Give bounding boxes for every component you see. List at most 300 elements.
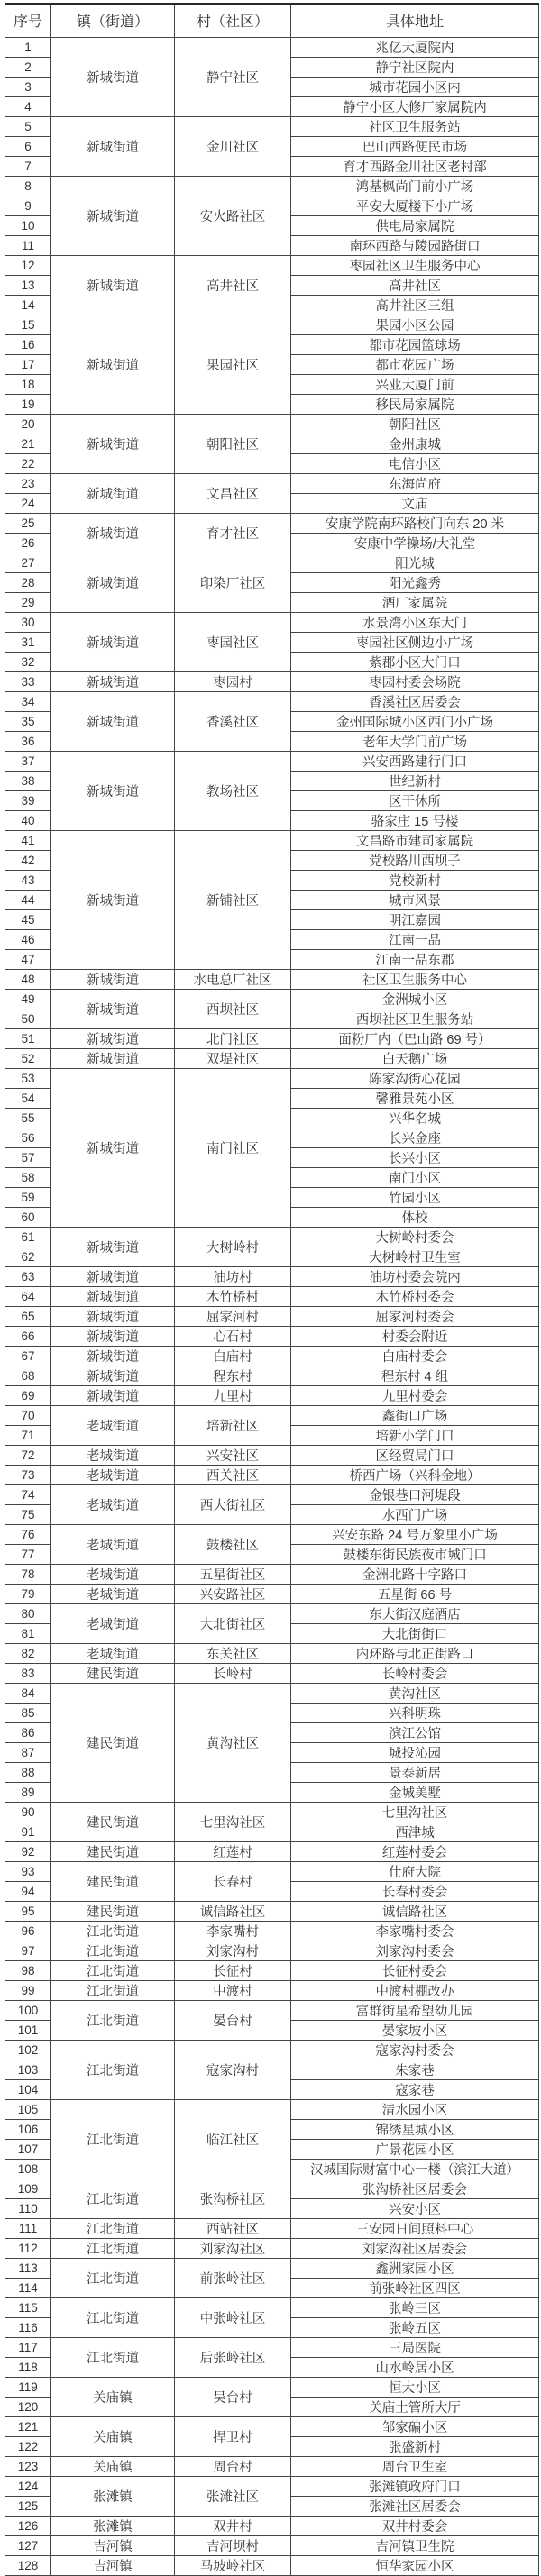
address-cell: 木竹桥村委会 xyxy=(291,1286,539,1306)
village-cell: 马坡岭社区 xyxy=(175,2555,291,2575)
address-cell: 南环西路与陵园路街口 xyxy=(291,235,539,255)
serial-cell: 58 xyxy=(5,1167,51,1187)
serial-cell: 18 xyxy=(5,374,51,394)
serial-cell: 47 xyxy=(5,949,51,969)
address-cell: 张盛新村 xyxy=(291,2436,539,2456)
village-cell: 程东村 xyxy=(175,1366,291,1385)
village-cell: 李家嘴村 xyxy=(175,1921,291,1941)
village-cell: 前张岭社区 xyxy=(175,2258,291,2297)
village-cell: 高井社区 xyxy=(175,255,291,315)
table-row xyxy=(5,1564,539,1584)
address-cell: 景泰新居 xyxy=(291,1762,539,1782)
village-cell: 晏台村 xyxy=(175,2000,291,2040)
town-cell: 建民街道 xyxy=(51,1901,175,1921)
address-cell: 东大街汉庭酒店 xyxy=(291,1603,539,1623)
town-cell: 新城街道 xyxy=(51,414,175,473)
serial-cell: 31 xyxy=(5,632,51,652)
address-cell: 阳光鑫秀 xyxy=(291,572,539,592)
serial-cell: 35 xyxy=(5,711,51,731)
address-cell: 香溪社区居委会 xyxy=(291,691,539,711)
town-cell: 新城街道 xyxy=(51,255,175,315)
address-cell: 恒华家园小区 xyxy=(291,2555,539,2575)
serial-cell: 120 xyxy=(5,2397,51,2416)
serial-cell: 106 xyxy=(5,2119,51,2139)
address-cell: 大树岭村委会 xyxy=(291,1227,539,1247)
table-row xyxy=(5,1643,539,1663)
table-row xyxy=(5,1306,539,1326)
serial-cell: 43 xyxy=(5,870,51,890)
serial-cell: 121 xyxy=(5,2416,51,2436)
town-cell: 新城街道 xyxy=(51,1286,175,1306)
address-cell: 竹园小区 xyxy=(291,1187,539,1207)
address-cell: 水景湾小区东大门 xyxy=(291,612,539,632)
address-cell: 明江嘉园 xyxy=(291,909,539,929)
town-cell: 新城街道 xyxy=(51,176,175,255)
table-row xyxy=(5,1286,539,1306)
address-cell: 刘家沟村委会 xyxy=(291,1941,539,1960)
serial-cell: 69 xyxy=(5,1385,51,1405)
town-cell: 新城街道 xyxy=(51,1366,175,1385)
village-cell: 周台村 xyxy=(175,2456,291,2476)
address-cell: 邹家碥小区 xyxy=(291,2416,539,2436)
address-cell: 城市花园小区内 xyxy=(291,77,539,96)
address-cell: 长征村委会 xyxy=(291,1960,539,1980)
serial-cell: 73 xyxy=(5,1465,51,1484)
address-cell: 白庙村委会 xyxy=(291,1346,539,1366)
table-row xyxy=(5,2416,539,2436)
serial-cell: 119 xyxy=(5,2377,51,2397)
address-cell: 九里村委会 xyxy=(291,1385,539,1405)
serial-cell: 122 xyxy=(5,2436,51,2456)
table-row xyxy=(5,830,539,850)
table-row xyxy=(5,2337,539,2357)
village-cell: 中张岭社区 xyxy=(175,2297,291,2337)
serial-cell: 117 xyxy=(5,2337,51,2357)
address-cell: 社区卫生服务中心 xyxy=(291,969,539,989)
serial-cell: 126 xyxy=(5,2516,51,2535)
table-row xyxy=(5,1227,539,1247)
serial-cell: 97 xyxy=(5,1941,51,1960)
serial-cell: 9 xyxy=(5,196,51,215)
table-row xyxy=(5,1385,539,1405)
col-header-address: 具体地址 xyxy=(291,4,539,37)
serial-cell: 32 xyxy=(5,652,51,671)
col-header-serial: 序号 xyxy=(5,4,51,37)
table-row xyxy=(5,1841,539,1861)
village-cell: 北门社区 xyxy=(175,1028,291,1048)
address-cell: 鼓楼东街民族夜市城门口 xyxy=(291,1544,539,1564)
address-cell: 张滩镇政府门口 xyxy=(291,2476,539,2496)
serial-cell: 27 xyxy=(5,553,51,572)
village-cell: 西坝社区 xyxy=(175,989,291,1028)
table-row xyxy=(5,1484,539,1504)
address-cell: 周台卫生室 xyxy=(291,2456,539,2476)
serial-cell: 112 xyxy=(5,2238,51,2258)
serial-cell: 25 xyxy=(5,513,51,533)
address-cell: 大北街街口 xyxy=(291,1623,539,1643)
address-cell: 文昌路市建司家属院 xyxy=(291,830,539,850)
address-cell: 兴华名城 xyxy=(291,1108,539,1128)
address-cell: 西坝社区卫生服务站 xyxy=(291,1009,539,1028)
address-cell: 面粉厂内（巴山路 69 号） xyxy=(291,1028,539,1048)
address-cell: 兴安西路建行门口 xyxy=(291,751,539,771)
address-cell: 安康中学操场/大礼堂 xyxy=(291,533,539,553)
serial-cell: 59 xyxy=(5,1187,51,1207)
village-cell: 文昌社区 xyxy=(175,473,291,513)
village-cell: 双井村 xyxy=(175,2516,291,2535)
village-cell: 金川社区 xyxy=(175,116,291,176)
serial-cell: 75 xyxy=(5,1504,51,1524)
village-cell: 长征村 xyxy=(175,1960,291,1980)
table-row xyxy=(5,2179,539,2198)
table-row xyxy=(5,989,539,1009)
address-cell: 村委会附近 xyxy=(291,1326,539,1346)
address-cell: 汉城国际财富中心一楼（滨江大道） xyxy=(291,2159,539,2179)
serial-cell: 22 xyxy=(5,453,51,473)
serial-cell: 17 xyxy=(5,354,51,374)
serial-cell: 95 xyxy=(5,1901,51,1921)
address-cell: 长兴小区 xyxy=(291,1147,539,1167)
serial-cell: 111 xyxy=(5,2218,51,2238)
address-cell: 供电局家属院 xyxy=(291,215,539,235)
serial-cell: 128 xyxy=(5,2555,51,2575)
serial-cell: 93 xyxy=(5,1861,51,1881)
serial-cell: 87 xyxy=(5,1742,51,1762)
village-cell: 中渡村 xyxy=(175,1980,291,2000)
table-row xyxy=(5,2238,539,2258)
table-row xyxy=(5,1861,539,1881)
village-cell: 水电总厂社区 xyxy=(175,969,291,989)
serial-cell: 62 xyxy=(5,1247,51,1266)
address-cell: 兆亿大厦院内 xyxy=(291,37,539,57)
serial-cell: 12 xyxy=(5,255,51,275)
table-header xyxy=(5,4,539,37)
serial-cell: 89 xyxy=(5,1782,51,1802)
serial-cell: 34 xyxy=(5,691,51,711)
village-cell: 大树岭村 xyxy=(175,1227,291,1266)
table-row xyxy=(5,2297,539,2317)
serial-cell: 57 xyxy=(5,1147,51,1167)
address-cell: 培新小学门口 xyxy=(291,1425,539,1445)
address-cell: 张滩社区居委会 xyxy=(291,2496,539,2516)
village-cell: 临江社区 xyxy=(175,2099,291,2179)
address-cell: 寇家沟村委会 xyxy=(291,2040,539,2060)
town-cell: 新城街道 xyxy=(51,1068,175,1227)
address-cell: 文庙 xyxy=(291,493,539,513)
town-cell: 江北街道 xyxy=(51,2238,175,2258)
village-cell: 培新社区 xyxy=(175,1405,291,1445)
address-cell: 刘家沟社区居委会 xyxy=(291,2238,539,2258)
address-cell: 朱家巷 xyxy=(291,2060,539,2079)
serial-cell: 14 xyxy=(5,295,51,315)
serial-cell: 114 xyxy=(5,2278,51,2297)
town-cell: 新城街道 xyxy=(51,513,175,553)
address-cell: 仕府大院 xyxy=(291,1861,539,1881)
table-row xyxy=(5,553,539,572)
serial-cell: 100 xyxy=(5,2000,51,2020)
address-cell: 鸿基枫尚门前小广场 xyxy=(291,176,539,196)
address-cell: 屈家河村委会 xyxy=(291,1306,539,1326)
address-cell: 南门小区 xyxy=(291,1167,539,1187)
serial-cell: 125 xyxy=(5,2496,51,2516)
village-cell: 七里沟社区 xyxy=(175,1802,291,1841)
address-cell: 鑫街口广场 xyxy=(291,1405,539,1425)
table-row xyxy=(5,2476,539,2496)
address-cell: 恒大小区 xyxy=(291,2377,539,2397)
address-cell: 都市花园篮球场 xyxy=(291,334,539,354)
serial-cell: 81 xyxy=(5,1623,51,1643)
table-row xyxy=(5,1683,539,1703)
serial-cell: 82 xyxy=(5,1643,51,1663)
address-cell: 酒厂家属院 xyxy=(291,592,539,612)
serial-cell: 29 xyxy=(5,592,51,612)
serial-cell: 2 xyxy=(5,57,51,77)
town-cell: 江北街道 xyxy=(51,1960,175,1980)
town-cell: 新城街道 xyxy=(51,116,175,176)
serial-cell: 41 xyxy=(5,830,51,850)
table-row xyxy=(5,2099,539,2119)
village-cell: 白庙村 xyxy=(175,1346,291,1366)
serial-cell: 116 xyxy=(5,2317,51,2337)
address-cell: 金洲北路十字路口 xyxy=(291,1564,539,1584)
town-cell: 老城街道 xyxy=(51,1584,175,1603)
table-row xyxy=(5,1901,539,1921)
village-cell: 鼓楼社区 xyxy=(175,1524,291,1564)
serial-cell: 46 xyxy=(5,929,51,949)
village-cell: 红莲村 xyxy=(175,1841,291,1861)
table-row xyxy=(5,2040,539,2060)
serial-cell: 94 xyxy=(5,1881,51,1901)
address-cell: 紫郡小区大门口 xyxy=(291,652,539,671)
address-cell: 张沟桥社区居委会 xyxy=(291,2179,539,2198)
town-cell: 新城街道 xyxy=(51,612,175,671)
address-cell: 内环路与北正街路口 xyxy=(291,1643,539,1663)
table-row xyxy=(5,1802,539,1822)
address-cell: 城投沁园 xyxy=(291,1742,539,1762)
village-cell: 新铺社区 xyxy=(175,830,291,969)
table-row xyxy=(5,751,539,771)
address-cell: 阳光城 xyxy=(291,553,539,572)
town-cell: 张滩镇 xyxy=(51,2516,175,2535)
address-cell: 双井村委会 xyxy=(291,2516,539,2535)
address-cell: 三安园日间照料中心 xyxy=(291,2218,539,2238)
table-row xyxy=(5,2535,539,2555)
table-row xyxy=(5,1663,539,1683)
town-cell: 江北街道 xyxy=(51,2337,175,2377)
village-cell: 长岭村 xyxy=(175,1663,291,1683)
village-cell: 果园社区 xyxy=(175,315,291,414)
address-cell: 山水岭居小区 xyxy=(291,2357,539,2377)
serial-cell: 104 xyxy=(5,2079,51,2099)
serial-cell: 13 xyxy=(5,275,51,295)
table-row xyxy=(5,612,539,632)
serial-cell: 50 xyxy=(5,1009,51,1028)
serial-cell: 67 xyxy=(5,1346,51,1366)
serial-cell: 103 xyxy=(5,2060,51,2079)
serial-cell: 72 xyxy=(5,1445,51,1465)
serial-cell: 33 xyxy=(5,671,51,691)
address-cell: 江南一品 xyxy=(291,929,539,949)
address-cell: 张岭三区 xyxy=(291,2297,539,2317)
table-row xyxy=(5,691,539,711)
serial-cell: 88 xyxy=(5,1762,51,1782)
town-cell: 江北街道 xyxy=(51,2297,175,2337)
table-row xyxy=(5,969,539,989)
address-cell: 党校路川西坝子 xyxy=(291,850,539,870)
address-cell: 李家嘴村委会 xyxy=(291,1921,539,1941)
serial-cell: 113 xyxy=(5,2258,51,2278)
village-cell: 刘家沟社区 xyxy=(175,2238,291,2258)
town-cell: 建民街道 xyxy=(51,1861,175,1901)
serial-cell: 24 xyxy=(5,493,51,513)
town-cell: 江北街道 xyxy=(51,2218,175,2238)
address-cell: 城市风景 xyxy=(291,890,539,909)
table-row xyxy=(5,1028,539,1048)
col-header-town: 镇（街道） xyxy=(51,4,175,37)
town-cell: 建民街道 xyxy=(51,1841,175,1861)
table-row xyxy=(5,2555,539,2575)
serial-cell: 86 xyxy=(5,1722,51,1742)
address-cell: 果园小区公园 xyxy=(291,315,539,334)
serial-cell: 98 xyxy=(5,1960,51,1980)
village-cell: 印染厂社区 xyxy=(175,553,291,612)
serial-cell: 23 xyxy=(5,473,51,493)
table-row xyxy=(5,2516,539,2535)
town-cell: 江北街道 xyxy=(51,2000,175,2040)
village-cell: 东关社区 xyxy=(175,1643,291,1663)
serial-cell: 3 xyxy=(5,77,51,96)
table-row xyxy=(5,255,539,275)
serial-cell: 101 xyxy=(5,2020,51,2040)
address-cell: 长岭村委会 xyxy=(291,1663,539,1683)
serial-cell: 102 xyxy=(5,2040,51,2060)
town-cell: 新城街道 xyxy=(51,671,175,691)
village-cell: 西大街社区 xyxy=(175,1484,291,1524)
town-cell: 关庙镇 xyxy=(51,2456,175,2476)
town-cell: 新城街道 xyxy=(51,969,175,989)
village-cell: 黄沟社区 xyxy=(175,1683,291,1802)
serial-cell: 56 xyxy=(5,1128,51,1147)
village-cell: 油坊村 xyxy=(175,1266,291,1286)
town-cell: 江北街道 xyxy=(51,1941,175,1960)
address-cell: 馨雅景苑小区 xyxy=(291,1088,539,1108)
address-cell: 兴安东路 24 号万象里小广场 xyxy=(291,1524,539,1544)
serial-cell: 1 xyxy=(5,37,51,57)
table-row xyxy=(5,2377,539,2397)
col-header-village: 村（社区） xyxy=(175,4,291,37)
serial-cell: 8 xyxy=(5,176,51,196)
serial-cell: 16 xyxy=(5,334,51,354)
table-row xyxy=(5,2258,539,2278)
village-cell: 南门社区 xyxy=(175,1068,291,1227)
serial-cell: 53 xyxy=(5,1068,51,1088)
address-cell: 区经贸局门口 xyxy=(291,1445,539,1465)
town-cell: 新城街道 xyxy=(51,473,175,513)
address-cell: 金洲城小区 xyxy=(291,989,539,1009)
village-cell: 五星街社区 xyxy=(175,1564,291,1584)
address-cell: 移民局家属院 xyxy=(291,394,539,414)
address-cell: 晏家坡小区 xyxy=(291,2020,539,2040)
serial-cell: 78 xyxy=(5,1564,51,1584)
town-cell: 老城街道 xyxy=(51,1603,175,1643)
town-cell: 新城街道 xyxy=(51,1346,175,1366)
address-cell: 七里沟社区 xyxy=(291,1802,539,1822)
serial-cell: 52 xyxy=(5,1048,51,1068)
table-row xyxy=(5,1405,539,1425)
address-cell: 关庙土管所大厅 xyxy=(291,2397,539,2416)
address-cell: 长春村委会 xyxy=(291,1881,539,1901)
town-cell: 新城街道 xyxy=(51,751,175,830)
serial-cell: 105 xyxy=(5,2099,51,2119)
address-cell: 广景花园小区 xyxy=(291,2139,539,2159)
town-cell: 关庙镇 xyxy=(51,2416,175,2456)
address-cell: 前张岭社区四区 xyxy=(291,2278,539,2297)
village-cell: 心石村 xyxy=(175,1326,291,1346)
address-cell: 电信小区 xyxy=(291,453,539,473)
village-cell: 长春村 xyxy=(175,1861,291,1901)
town-cell: 新城街道 xyxy=(51,989,175,1028)
address-cell: 静宁社区院内 xyxy=(291,57,539,77)
address-cell: 金城美墅 xyxy=(291,1782,539,1802)
table-row xyxy=(5,473,539,493)
address-cell: 水西门广场 xyxy=(291,1504,539,1524)
town-cell: 老城街道 xyxy=(51,1445,175,1465)
serial-cell: 5 xyxy=(5,116,51,136)
address-cell: 东海尚府 xyxy=(291,473,539,493)
town-cell: 老城街道 xyxy=(51,1643,175,1663)
village-cell: 香溪社区 xyxy=(175,691,291,751)
town-cell: 吉河镇 xyxy=(51,2535,175,2555)
address-cell: 滨江公馆 xyxy=(291,1722,539,1742)
table-row xyxy=(5,513,539,533)
table-row xyxy=(5,1603,539,1623)
town-cell: 吉河镇 xyxy=(51,2555,175,2575)
serial-cell: 76 xyxy=(5,1524,51,1544)
table-row xyxy=(5,1980,539,2000)
address-cell: 静宁小区大修厂家属院内 xyxy=(291,96,539,116)
address-cell: 大树岭村卫生室 xyxy=(291,1247,539,1266)
village-cell: 刘家沟村 xyxy=(175,1941,291,1960)
serial-cell: 49 xyxy=(5,989,51,1009)
village-cell: 捍卫村 xyxy=(175,2416,291,2456)
serial-cell: 66 xyxy=(5,1326,51,1346)
serial-cell: 19 xyxy=(5,394,51,414)
town-cell: 新城街道 xyxy=(51,691,175,751)
address-cell: 西津城 xyxy=(291,1822,539,1841)
address-cell: 白天鹅广场 xyxy=(291,1048,539,1068)
address-cell: 吉河镇卫生院 xyxy=(291,2535,539,2555)
serial-cell: 70 xyxy=(5,1405,51,1425)
town-cell: 建民街道 xyxy=(51,1683,175,1802)
address-cell: 江南一品东郡 xyxy=(291,949,539,969)
address-cell: 社区卫生服务站 xyxy=(291,116,539,136)
serial-cell: 44 xyxy=(5,890,51,909)
village-cell: 枣园社区 xyxy=(175,612,291,671)
address-cell: 三局医院 xyxy=(291,2337,539,2357)
serial-cell: 61 xyxy=(5,1227,51,1247)
town-cell: 江北街道 xyxy=(51,2040,175,2099)
serial-cell: 20 xyxy=(5,414,51,434)
address-cell: 党校新村 xyxy=(291,870,539,890)
address-cell: 黄沟社区 xyxy=(291,1683,539,1703)
serial-cell: 68 xyxy=(5,1366,51,1385)
table-row xyxy=(5,2456,539,2476)
serial-cell: 60 xyxy=(5,1207,51,1227)
serial-cell: 42 xyxy=(5,850,51,870)
serial-cell: 127 xyxy=(5,2535,51,2555)
table-row xyxy=(5,315,539,334)
town-cell: 老城街道 xyxy=(51,1564,175,1584)
